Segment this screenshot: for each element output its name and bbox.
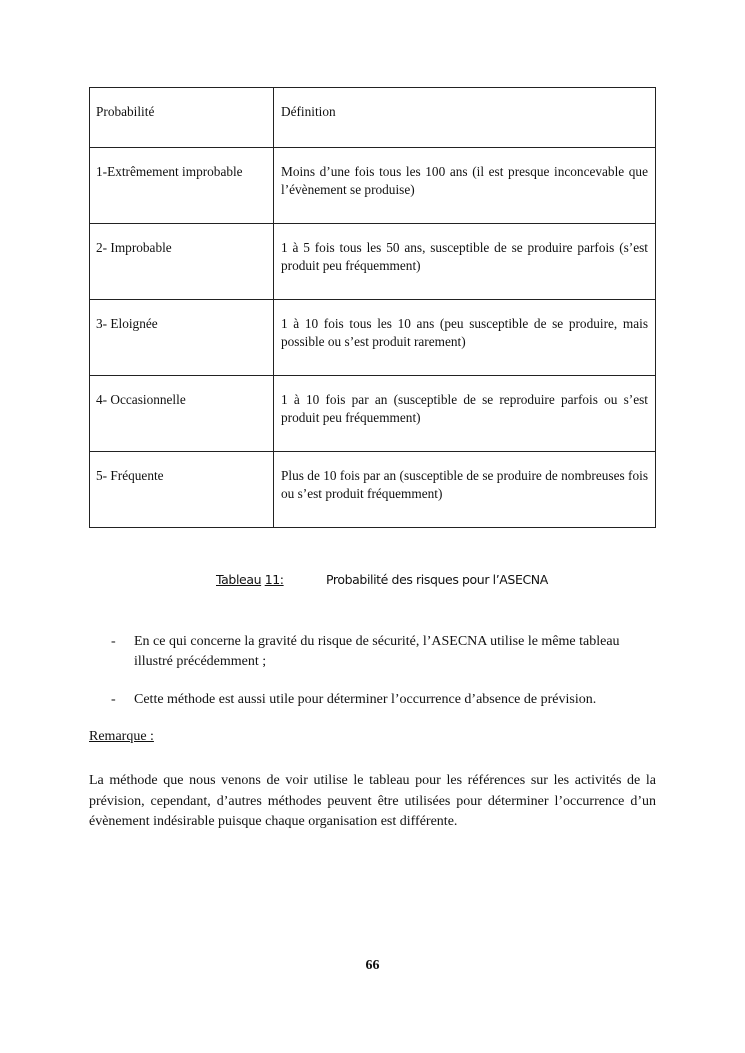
row-definition: Moins d’une fois tous les 100 ans (il est presque inconcevable que l’évènement se produise): [274, 148, 656, 224]
bullet-text: Cette méthode est aussi utile pour déterminer l’occurrence d’absence de prévision.: [134, 692, 597, 707]
table-row: [90, 452, 656, 528]
caption-label-word: Tableau: [216, 572, 262, 587]
table-row: [90, 376, 656, 452]
row-probability: 1-Extrêmement improbable: [90, 148, 274, 224]
remark-paragraph: La méthode que nous venons de voir utilise le tableau pour les références sur les activités de la prévision, cependant, d’autres méthodes peuvent être utilisées pour déterminer l’occurrence d’un évènement indésirable puisque chaque organisation est différente.: [89, 773, 656, 829]
caption-label: [216, 572, 284, 587]
header-probability: Probabilité: [90, 88, 274, 148]
remark-title: Remarque :: [89, 729, 154, 744]
list-item: [89, 632, 656, 672]
table-row: [90, 148, 656, 224]
row-probability: 2- Improbable: [90, 224, 274, 300]
table-row: [90, 224, 656, 300]
row-probability: 5- Fréquente: [90, 452, 274, 528]
row-definition: 1 à 10 fois par an (susceptible de se reproduire parfois ou s’est produit peu fréquemment): [274, 376, 656, 452]
bullet-list: [89, 632, 656, 710]
row-probability: 3- Eloignée: [90, 300, 274, 376]
row-definition: 1 à 10 fois tous les 10 ans (peu susceptible de se produire, mais possible ou s’est produit rarement): [274, 300, 656, 376]
row-definition: Plus de 10 fois par an (susceptible de se produire de nombreuses fois ou s’est produit fréquemment): [274, 452, 656, 528]
table-header-row: [90, 88, 656, 148]
caption-text: Probabilité des risques pour l’ASECNA: [326, 572, 548, 587]
row-definition: 1 à 5 fois tous les 50 ans, susceptible de se produire parfois (s’est produit peu fréquemment): [274, 224, 656, 300]
bullet-text: En ce qui concerne la gravité du risque de sécurité, l’ASECNA utilise le même tableau illustré précédemment ;: [134, 634, 620, 669]
header-definition: Définition: [274, 88, 656, 148]
page-number: 66: [365, 958, 380, 973]
list-item: [89, 690, 656, 710]
bullet-dash: -: [111, 692, 116, 707]
caption-label-number: 11:: [264, 572, 284, 587]
table-row: [90, 300, 656, 376]
probability-table: [89, 87, 656, 528]
row-probability: 4- Occasionnelle: [90, 376, 274, 452]
bullet-dash: -: [111, 634, 116, 649]
